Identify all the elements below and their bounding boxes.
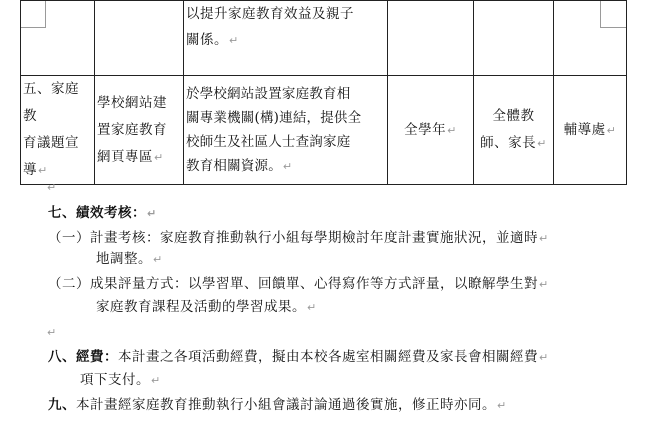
cell-content: 於學校網站設置家庭教育相 關專業機關(構)連結，提供全 校師生及社區人士查詢家庭 教育相關資源。↵ xyxy=(184,76,388,185)
section-8-heading: 八、經費： xyxy=(48,349,118,365)
cell-content xyxy=(184,1,388,76)
paragraph-mark-icon: ↵ xyxy=(537,137,547,150)
content-line: 關係。 xyxy=(186,32,228,48)
section-8: 八、經費：本計畫之各項活動經費，擬由本校各處室相關經費及家長會相關經費↵ xyxy=(48,349,549,365)
section-9: 九、本計畫經家庭教育推動執行小組會議討論通過後實施，修正時亦同。↵ xyxy=(48,397,507,413)
section-9-heading: 九、 xyxy=(48,397,76,413)
paragraph-mark-icon: ↵ xyxy=(447,123,457,137)
paragraph-mark-icon: ↵ xyxy=(307,301,317,314)
cell-unit: 輔導處↵ xyxy=(554,76,627,185)
cell-target xyxy=(474,1,554,76)
paragraph-mark-icon: ↵ xyxy=(539,278,549,291)
paragraph-mark-icon: ↵ xyxy=(539,351,549,364)
table-row-5 xyxy=(21,76,627,185)
paragraph-mark-icon: ↵ xyxy=(497,399,507,412)
paragraph-mark-icon: ↵ xyxy=(153,253,163,266)
table-row-continuation xyxy=(21,1,627,76)
paragraph-mark-icon: ↵ xyxy=(147,207,157,220)
section-7-heading: 七、績效考核：↵ xyxy=(48,205,157,221)
section-7-item-2: （二）成果評量方式：以學習單、回饋單、心得寫作等方式評量，以瞭解學生對↵ xyxy=(48,276,549,292)
section-7-item-2-cont: 家庭教育課程及活動的學習成果。↵ xyxy=(96,299,317,315)
plan-table xyxy=(20,0,627,185)
section-7-item-1: （一）計畫考核：家庭教育推動執行小組每學期檢討年度計畫實施狀況，並適時↵ xyxy=(48,230,549,246)
paragraph-mark-icon: ↵ xyxy=(282,159,293,173)
paragraph-mark-icon: ↵ xyxy=(154,150,164,164)
cell-item xyxy=(21,1,95,76)
paragraph-mark-icon: ↵ xyxy=(47,326,57,339)
content-line: 以提升家庭教育效益及親子 xyxy=(186,6,354,22)
paragraph-mark-icon: ↵ xyxy=(38,164,48,177)
paragraph-mark-icon: ↵ xyxy=(229,34,239,47)
cell-target: 全體教 師、家長↵ xyxy=(474,76,554,185)
empty-paragraph xyxy=(46,322,57,343)
empty-paragraph xyxy=(46,177,57,198)
paragraph-mark-icon: ↵ xyxy=(539,232,549,245)
paragraph-mark-icon: ↵ xyxy=(47,181,57,194)
paragraph-mark-icon: ↵ xyxy=(606,123,617,137)
cell-item: 五、家庭教 育議題宣 導↵ xyxy=(21,76,95,185)
cell-strategy: 學校網站建 置家庭教育 網頁專區↵ xyxy=(95,76,184,185)
cell-time: 全學年↵ xyxy=(388,76,474,185)
paragraph-mark-icon: ↵ xyxy=(151,374,161,387)
cell-strategy xyxy=(95,1,184,76)
cell-unit xyxy=(554,1,627,76)
cell-time xyxy=(388,1,474,76)
section-8-cont: 項下支付。↵ xyxy=(80,372,161,388)
section-7-item-1-cont: 地調整。↵ xyxy=(96,251,163,267)
